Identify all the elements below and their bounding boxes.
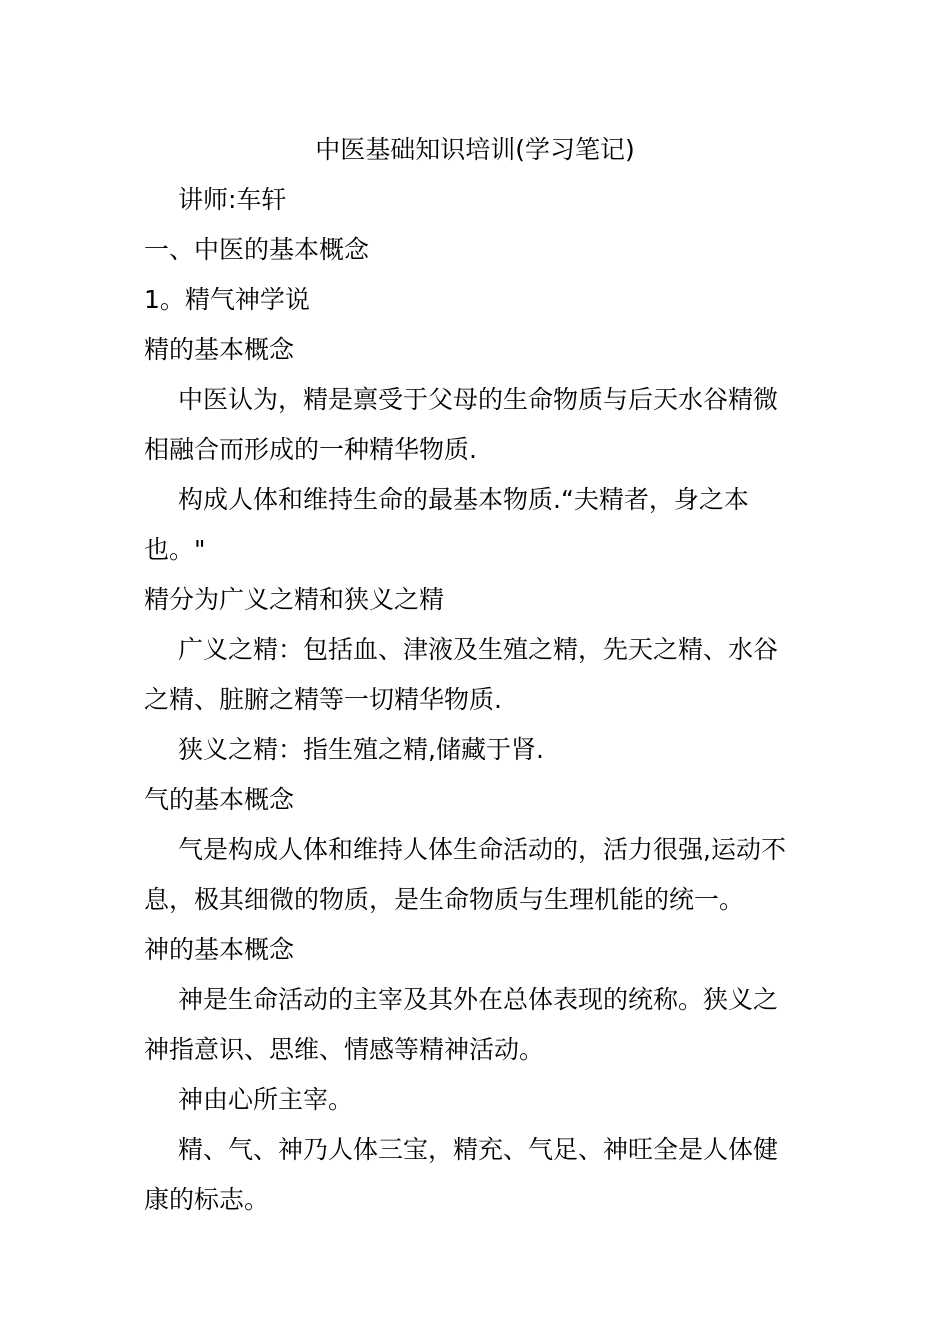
jing-heading: 精的基本概念: [144, 335, 295, 364]
shen-paragraph-1-line-1: 神是生命活动的主宰及其外在总体表现的统称。狭义之: [178, 985, 779, 1014]
jing-paragraph-2-line-1: 构成人体和维持生命的最基本物质.“夫精者，身之本: [178, 485, 749, 514]
jing-paragraph-1-line-2: 相融合而形成的一种精华物质.: [144, 435, 477, 464]
subsection-heading: 1。精气神学说: [144, 285, 310, 314]
broad-jing-line-1: 广义之精：包括血、津液及生殖之精，先天之精、水谷: [178, 635, 779, 664]
document-title: 中医基础知识培训(学习笔记): [315, 135, 635, 164]
qi-paragraph-line-2: 息，极其细微的物质，是生命物质与生理机能的统一。: [144, 885, 745, 914]
lecturer-line: 讲师:车轩: [178, 185, 287, 214]
qi-heading: 气的基本概念: [144, 785, 295, 814]
jing-paragraph-2-line-2: 也。": [144, 535, 206, 564]
shen-heading: 神的基本概念: [144, 935, 295, 964]
shen-paragraph-1-line-2: 神指意识、思维、情感等精神活动。: [144, 1035, 545, 1064]
narrow-jing-line: 狭义之精：指生殖之精,储藏于肾.: [178, 735, 544, 764]
shen-paragraph-2: 神由心所主宰。: [178, 1085, 354, 1114]
broad-jing-line-2: 之精、脏腑之精等一切精华物质.: [144, 685, 502, 714]
jing-paragraph-1-line-1: 中医认为，精是禀受于父母的生命物质与后天水谷精微: [178, 385, 779, 414]
section-heading: 一、中医的基本概念: [144, 235, 370, 264]
three-treasures-line-1: 精、气、神乃人体三宝，精充、气足、神旺全是人体健: [178, 1135, 779, 1164]
qi-paragraph-line-1: 气是构成人体和维持人体生命活动的，活力很强,运动不: [178, 835, 786, 864]
jing-types-heading: 精分为广义之精和狭义之精: [144, 585, 445, 614]
three-treasures-line-2: 康的标志。: [144, 1185, 270, 1214]
